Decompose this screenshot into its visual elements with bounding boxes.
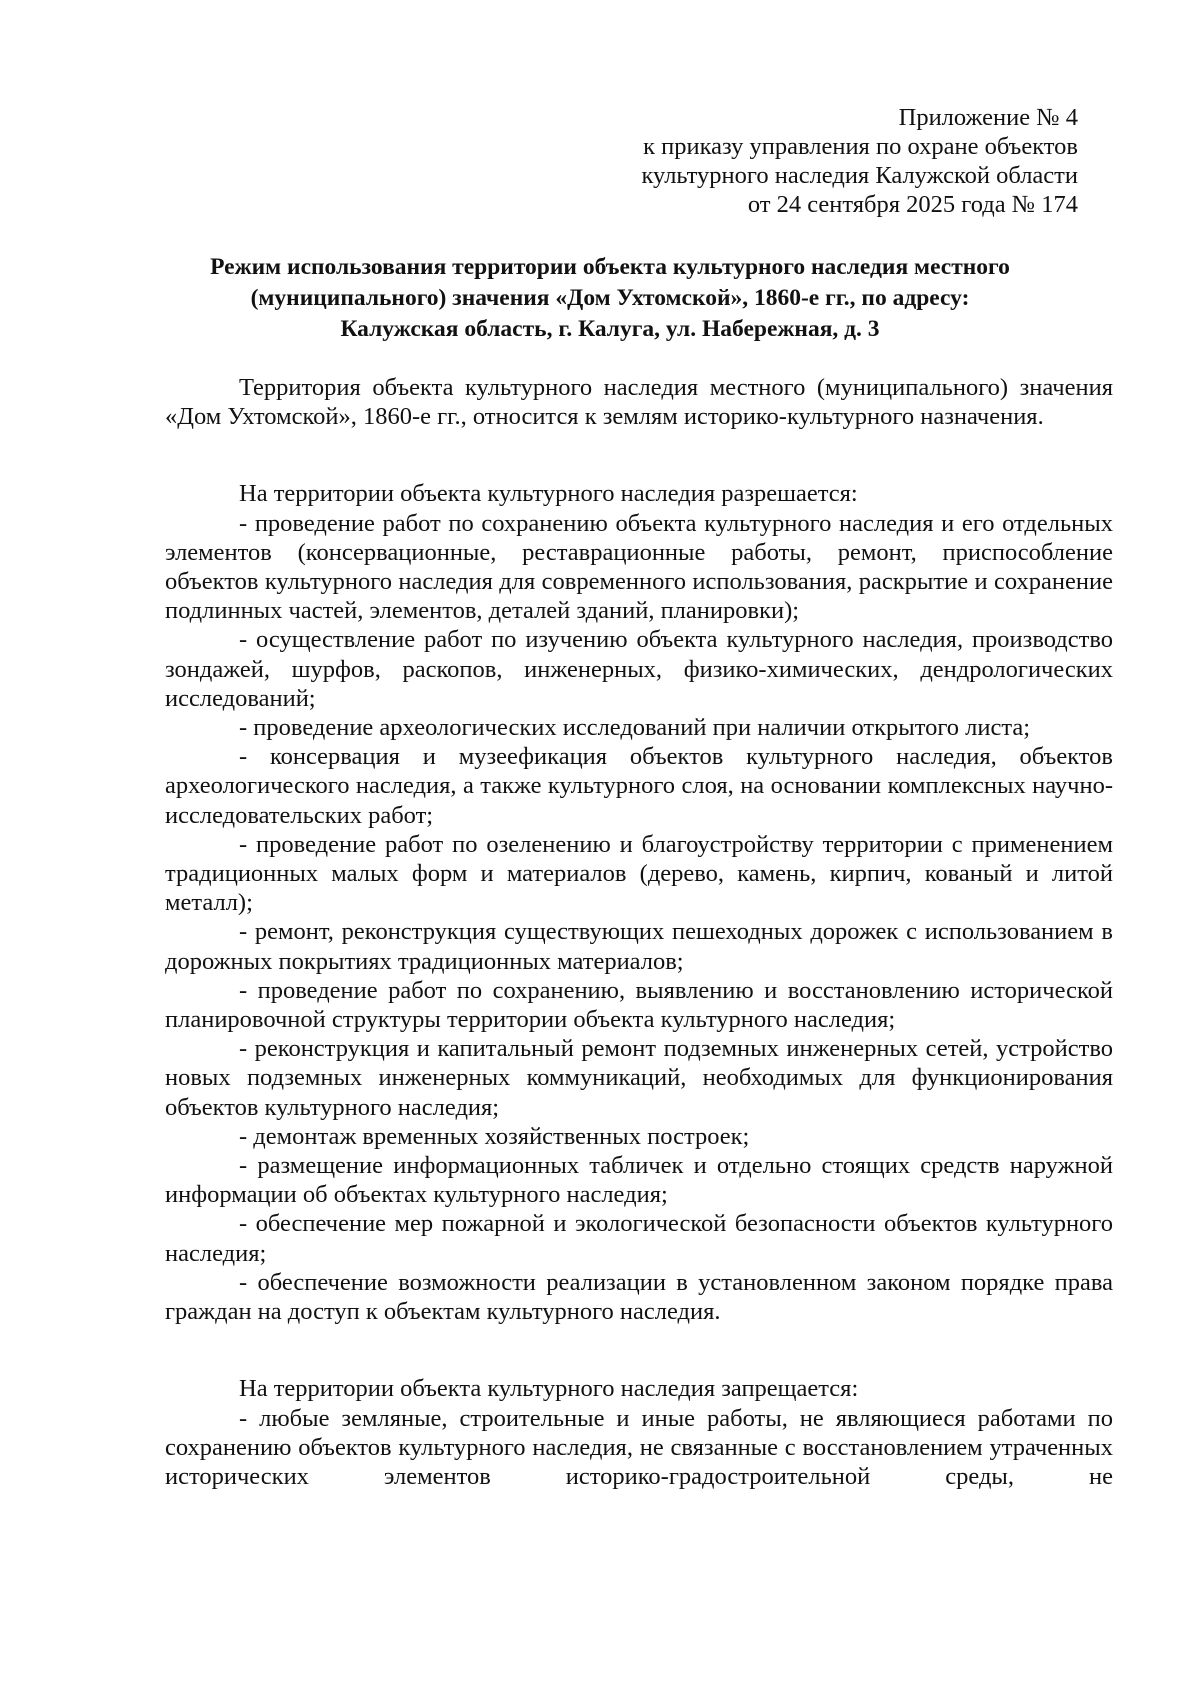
allowed-item: - проведение работ по озеленению и благоустройству территории с применением традиционных малых форм и материалов (дерево, камень, кирпич, кованый и литой металл); — [165, 830, 1113, 917]
allowed-item: - обеспечение возможности реализации в установленном законом порядке права граждан на доступ к объектам культурного наследия. — [165, 1268, 1113, 1326]
appendix-number: Приложение № 4 — [898, 104, 1078, 131]
document-body — [165, 373, 1113, 1491]
allowed-item: - обеспечение мер пожарной и экологической безопасности объектов культурного наследия; — [165, 1210, 1113, 1267]
appendix-header — [458, 103, 1078, 219]
prohibited-item: - любые земляные, строительные и иные работы, не являющиеся работами по сохранению объектов культурного наследия, не связанные с восстановлением утраченных исторических элементов историко-градостроительной среды, не — [165, 1404, 1113, 1490]
allowed-item: - проведение археологических исследований при наличии открытого листа; — [239, 714, 1031, 742]
allowed-item: - проведение работ по сохранению, выявлению и восстановлению исторической планировочной структуры территории объекта культурного наследия; — [165, 976, 1113, 1034]
title-line-3: Калужская область, г. Калуга, ул. Набережная, д. 3 — [340, 316, 880, 342]
allowed-item: - реконструкция и капитальный ремонт подземных инженерных сетей, устройство новых подземных инженерных коммуникаций, необходимых для функционирования объектов культурного наследия; — [165, 1035, 1113, 1121]
allowed-item: - размещение информационных табличек и отдельно стоящих средств наружной информации об объектах культурного наследия; — [165, 1152, 1113, 1209]
allowed-heading: На территории объекта культурного наследия разрешается: — [239, 480, 858, 508]
document-title — [150, 252, 1070, 345]
intro-paragraph: Территория объекта культурного наследия местного (муниципального) значения «Дом Ухтомской», 1860-е гг., относится к землям историко-культурного назначения. — [165, 374, 1113, 431]
allowed-item: - консервация и музеефикация объектов культурного наследия, объектов археологического наследия, а также культурного слоя, на основании комплексных научно-исследовательских работ; — [165, 743, 1113, 829]
allowed-item: - проведение работ по сохранению объекта культурного наследия и его отдельных элементов (консервационные, реставрационные работы, ремонт, приспособление объектов культурного наследия для современного использования, раскрытие и сохранение подлинных частей, элементов, деталей зданий, планировки); — [165, 509, 1113, 625]
allowed-item: - ремонт, реконструкция существующих пешеходных дорожек с использованием в дорожных покрытиях традиционных материалов; — [165, 918, 1113, 975]
order-date-number: от 24 сентября 2025 года № 174 — [747, 191, 1078, 218]
allowed-item: - осуществление работ по изучению объекта культурного наследия, производство зондажей, шурфов, раскопов, инженерных, физико-химических, дендрологических исследований; — [165, 626, 1113, 712]
prohibited-heading: На территории объекта культурного наследия запрещается: — [239, 1375, 859, 1403]
issuing-authority: культурного наследия Калужской области — [641, 162, 1078, 189]
allowed-item: - демонтаж временных хозяйственных построек; — [239, 1122, 750, 1150]
order-reference: к приказу управления по охране объектов — [643, 133, 1078, 160]
title-line-1: Режим использования территории объекта культурного наследия местного — [210, 254, 1010, 280]
title-line-2: (муниципального) значения «Дом Ухтомской», 1860-е гг., по адресу: — [250, 285, 970, 311]
